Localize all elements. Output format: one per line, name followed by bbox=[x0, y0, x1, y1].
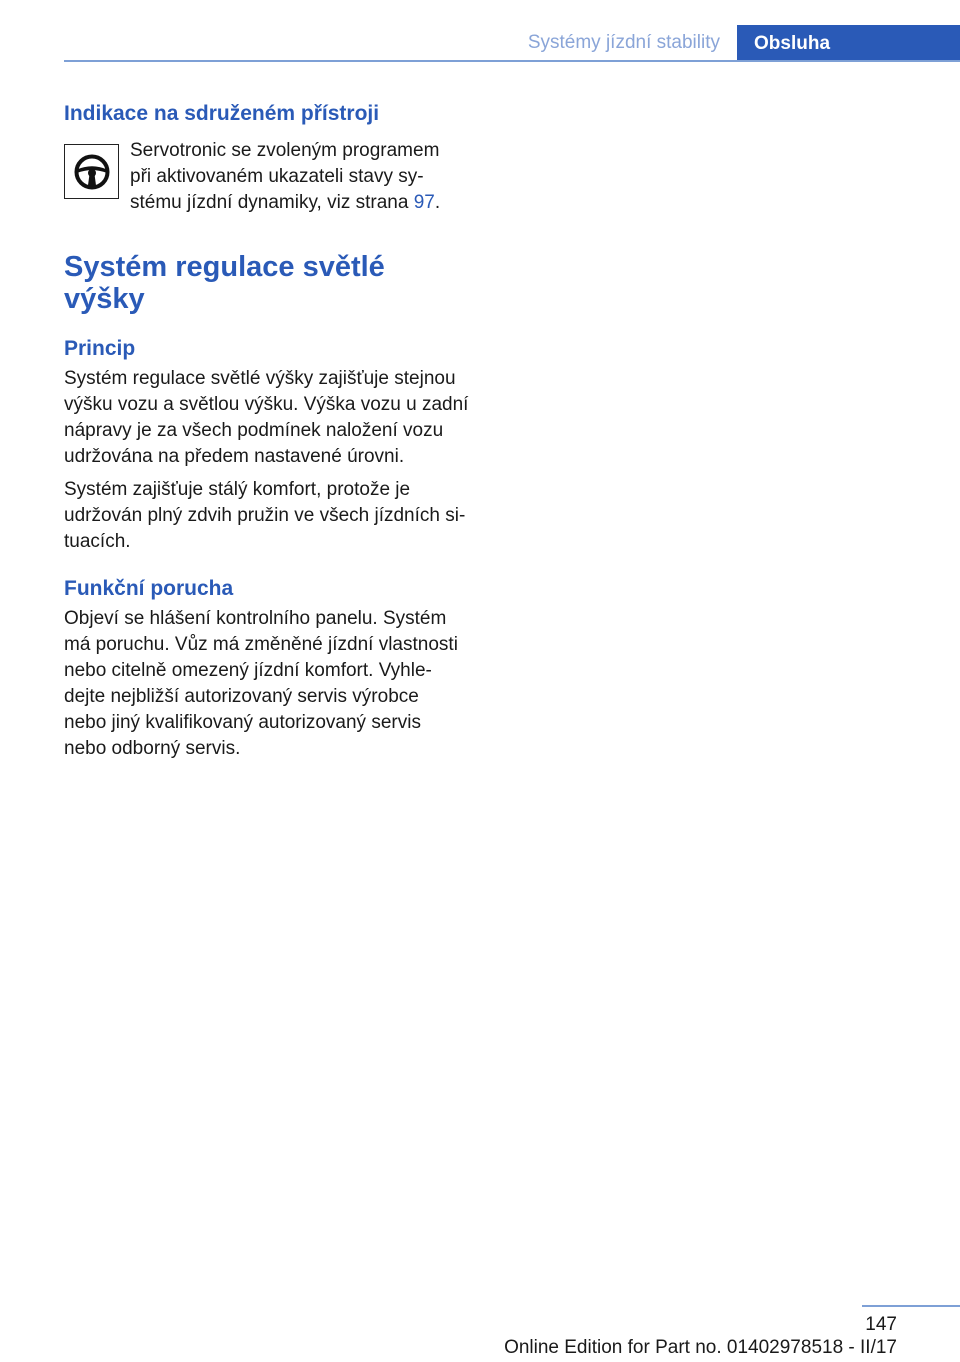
principle-heading: Princip bbox=[64, 337, 136, 360]
page-number: 147 bbox=[865, 1314, 897, 1335]
principle-paragraph-2: Systém zajišťuje stálý komfort, protože je udržován plný zdvih pružin ve všech jízdních si- tuacích. bbox=[64, 479, 466, 552]
malfunction-paragraph: Objeví se hlášení kontrolního panelu. Systém má poruchu. Vůz má změněné jízdní vlastnosti nebo citelně omezený jízdní komfort. Vyhle- dejte nejbližší autorizovaný servis výrobce nebo jiný kvalifikovaný autorizovaný servis nebo odborný servis. bbox=[64, 608, 458, 759]
header-divider bbox=[64, 60, 960, 62]
edition-note: Online Edition for Part no. 01402978518 - II/17 bbox=[504, 1337, 897, 1358]
page-reference-link[interactable]: 97 bbox=[413, 192, 435, 213]
indicator-block bbox=[64, 141, 484, 217]
malfunction-heading: Funkční porucha bbox=[64, 577, 234, 600]
indicator-description bbox=[130, 138, 490, 216]
page-content bbox=[64, 100, 484, 762]
section-tab: Obsluha bbox=[737, 25, 960, 62]
footer-divider bbox=[862, 1305, 960, 1307]
steering-wheel-icon bbox=[64, 144, 119, 199]
principle-paragraph-1: Systém regulace světlé výšky zajišťuje stejnou výšku vozu a světlou výšku. Výška vozu u zadní nápravy je za všech podmínek naložení vozu udržována na předem nastavené úrovni. bbox=[64, 368, 469, 467]
chapter-title: Systémy jízdní stability bbox=[527, 32, 720, 53]
indicator-heading: Indikace na sdruženém přístroji bbox=[64, 102, 380, 125]
indicator-text: Servotronic se zvoleným programem při aktivovaném ukazateli stavy sy- stému jízdní dynamiky, viz strana bbox=[130, 140, 440, 213]
section-title: Systém regulace světlé výšky bbox=[64, 251, 385, 315]
indicator-text-end: . bbox=[434, 192, 441, 213]
